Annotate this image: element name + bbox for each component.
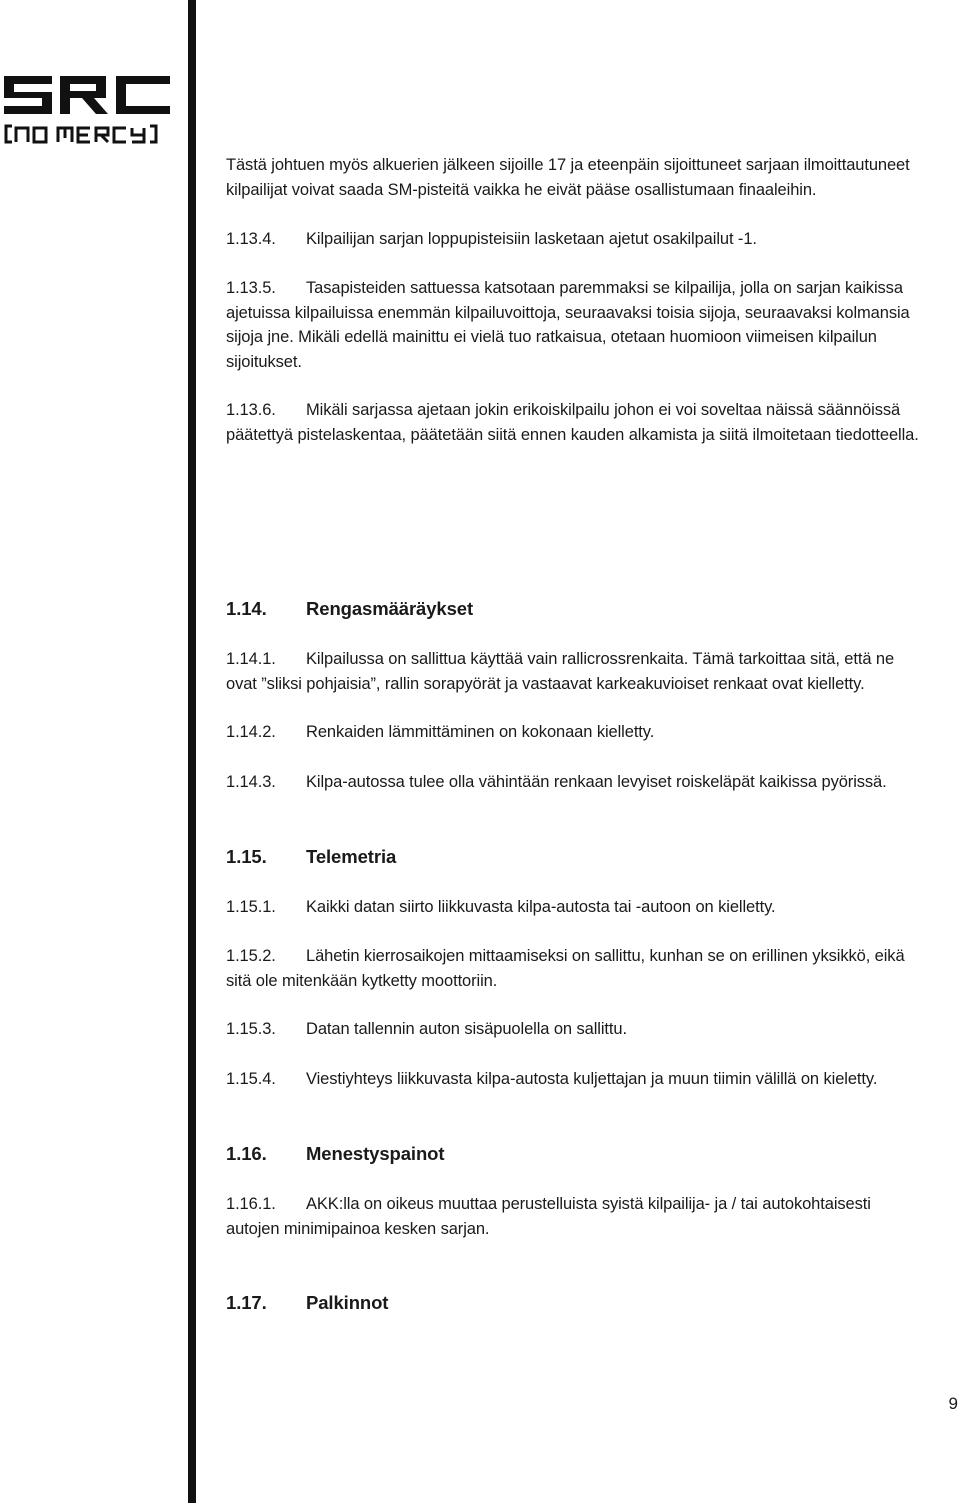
section-text: Viestiyhteys liikkuvasta kilpa-autosta kuljettajan ja muun tiimin välillä on kieletty. [306, 1070, 878, 1088]
heading-text: Menestyspainot [306, 1143, 445, 1164]
paragraph-1-15-3 [226, 1017, 926, 1042]
section-heading-1-17 [226, 1291, 926, 1315]
paragraph-1-13-4 [226, 227, 926, 252]
paragraph-1-13-5 [226, 276, 926, 374]
src-logo-graphic [0, 70, 180, 150]
section-number: 1.13.6. [226, 401, 276, 419]
section-number: 1.15.4. [226, 1070, 276, 1088]
heading-number: 1.17. [226, 1292, 267, 1313]
heading-text: Palkinnot [306, 1292, 389, 1313]
side-bar [188, 0, 196, 1503]
section-text: Kilpa-autossa tulee olla vähintään renkaan levyiset roiskeläpät kaikissa pyörissä. [306, 773, 887, 791]
section-heading-1-15 [226, 845, 926, 869]
section-text: Tasapisteiden sattuessa katsotaan paremmaksi se kilpailija, jolla on sarjan kaikissa ajetuissa kilpailuissa enemmän kilpailuvoittoja, seuraavaksi toisia sijoja, seuraavaksi kolmansia sijoja jne. Mikäli edellä mainittu ei vielä tuo ratkaisua, otetaan huomioon viimeisen kilpailun sijoitukset. [226, 279, 910, 371]
heading-number: 1.16. [226, 1143, 267, 1164]
paragraph-1-14-3 [226, 770, 926, 795]
src-logo [0, 70, 180, 150]
section-number: 1.14.1. [226, 650, 276, 668]
heading-text: Rengasmääräykset [306, 598, 474, 619]
section-number: 1.15.2. [226, 947, 276, 965]
paragraph-1-16-1 [226, 1192, 926, 1241]
paragraph-1-15-2 [226, 944, 926, 993]
heading-number: 1.15. [226, 846, 267, 867]
section-text: Kaikki datan siirto liikkuvasta kilpa-autosta tai -autoon on kielletty. [306, 898, 776, 916]
section-number: 1.14.2. [226, 723, 276, 741]
section-text: Lähetin kierrosaikojen mittaamiseksi on sallittu, kunhan se on erillinen yksikkö, eikä sitä ole mitenkään kytketty moottoriin. [226, 947, 905, 990]
section-number: 1.15.3. [226, 1020, 276, 1038]
section-heading-1-16 [226, 1142, 926, 1166]
section-text: Datan tallennin auton sisäpuolella on sallittu. [306, 1020, 627, 1038]
section-heading-1-14 [226, 597, 926, 621]
paragraph-1-13-6 [226, 398, 926, 447]
section-text: AKK:lla on oikeus muuttaa perustelluista syistä kilpailija- ja / tai autokohtaisesti autojen minimipainoa kesken sarjan. [226, 1195, 871, 1238]
section-number: 1.14.3. [226, 773, 276, 791]
paragraph-1-15-4 [226, 1067, 926, 1092]
section-text: Renkaiden lämmittäminen on kokonaan kielletty. [306, 723, 655, 741]
paragraph-1-14-1 [226, 647, 926, 696]
paragraph-1-15-1 [226, 895, 926, 920]
section-number: 1.16.1. [226, 1195, 276, 1213]
paragraph-intro: Tästä johtuen myös alkuerien jälkeen sijoille 17 ja eteenpäin sijoittuneet sarjaan ilmoittautuneet kilpailijat voivat saada SM-pisteitä vaikka he eivät pääse osallistumaan finaaleihin. [226, 156, 910, 199]
section-text: Mikäli sarjassa ajetaan jokin erikoiskilpailu johon ei voi soveltaa näissä säännöissä päätettyä pistelaskentaa, päätetään siitä ennen kauden alkamista ja siitä ilmoitetaan tiedotteella. [226, 401, 919, 444]
paragraph-1-14-2 [226, 720, 926, 745]
heading-number: 1.14. [226, 598, 267, 619]
section-text: Kilpailussa on sallittua käyttää vain rallicrossrenkaita. Tämä tarkoittaa sitä, että ne ovat ”sliksi pohjaisia”, rallin sorapyörät ja vastaavat karkeakuvioiset renkaat ovat kielletty. [226, 650, 895, 693]
section-number: 1.15.1. [226, 898, 276, 916]
section-number: 1.13.5. [226, 279, 276, 297]
section-number: 1.13.4. [226, 230, 276, 248]
section-text: Kilpailijan sarjan loppupisteisiin lasketaan ajetut osakilpailut -1. [306, 230, 757, 248]
heading-text: Telemetria [306, 846, 397, 867]
page-number: 9 [948, 1394, 958, 1413]
